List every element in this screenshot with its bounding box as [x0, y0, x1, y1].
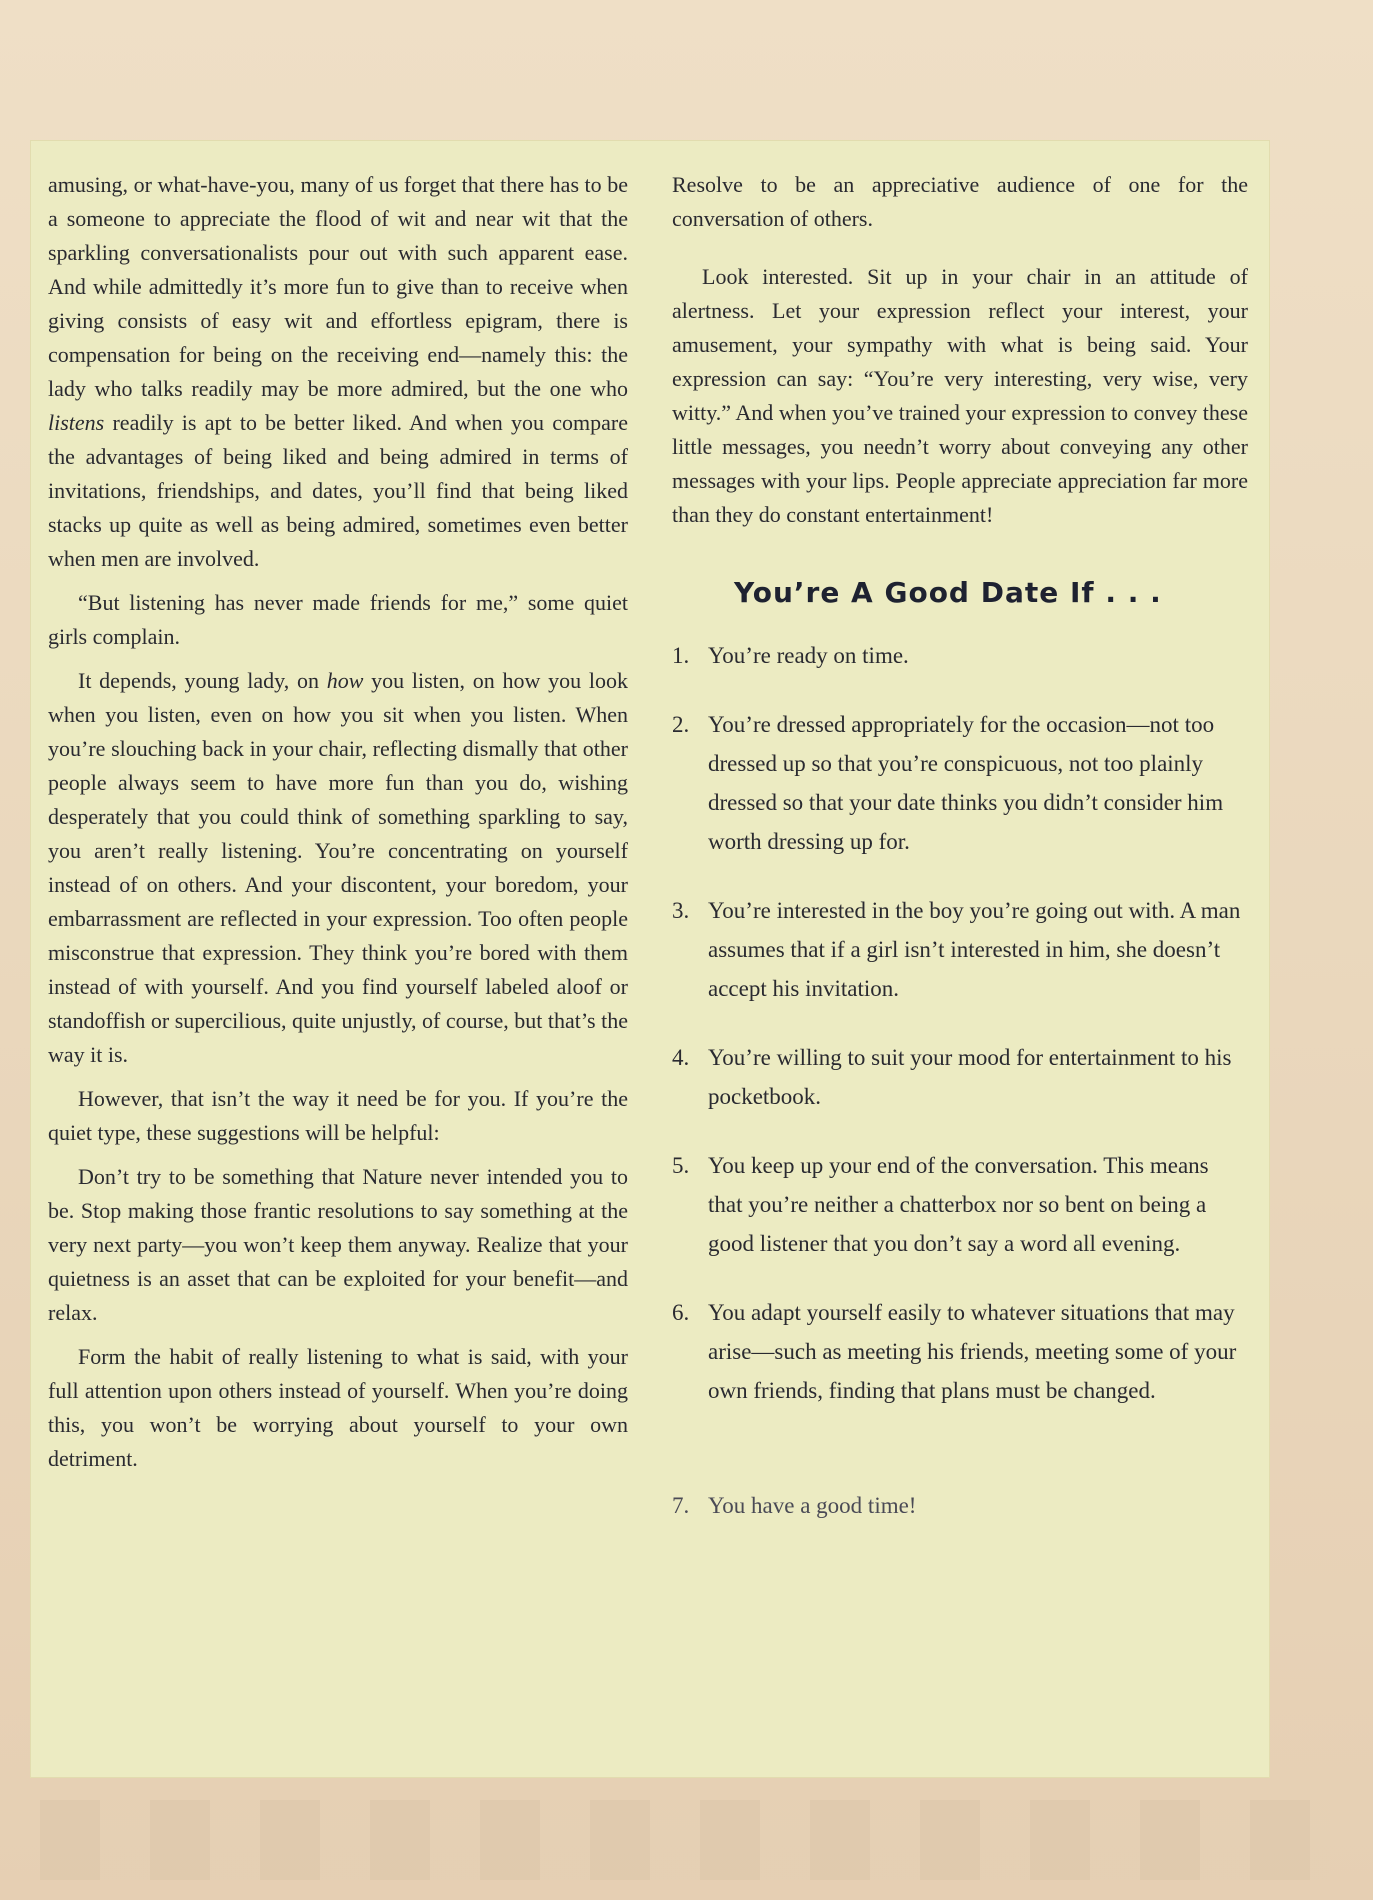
list-item	[672, 705, 1248, 861]
tips-list	[672, 636, 1248, 1525]
item-number: 5.	[672, 1153, 690, 1178]
faded-footer-band	[40, 1800, 1330, 1880]
item-text: You adapt yourself easily to whatever situations that may arise—such as meeting his friends, meeting some of your own friends, finding that plans must be changed.	[708, 1300, 1237, 1403]
paragraph: Form the habit of really listening to what is said, with your full attention upon others instead of yourself. When you’re doing this, you won’t be worrying about yourself to your own detriment.	[48, 1344, 628, 1471]
item-number: 3.	[672, 898, 690, 923]
paragraph: Resolve to be an appreciative audience of one for the conversation of others.	[672, 172, 1248, 231]
paragraph: However, that isn’t the way it need be for you. If you’re the quiet type, these suggestions will be helpful:	[48, 1086, 628, 1145]
paragraph: Don’t try to be something that Nature never intended you to be. Stop making those frantic resolutions to say something at the very next party—you won’t keep them anyway. Realize that your quietness is an asset that can be exploited for your benefit—and relax.	[48, 1164, 628, 1325]
list-item	[672, 891, 1248, 1008]
list-item	[672, 1486, 1248, 1525]
item-text: You keep up your end of the conversation. This means that you’re neither a chatterbox nor so bent on being a good listener that you don’t say a word all evening.	[708, 1153, 1209, 1256]
paragraph: amusing, or what-have-you, many of us forget that there has to be a someone to appreciate the flood of wit and near wit that the sparkling conversationalists pour out with such apparent ease. And while admittedly it’s more fun to give than to receive when giving consists of easy wit and effortless epigram, there is compensation for being on the receiving end—namely this: the lady who talks readily may be more admired, but the one who listens readily is apt to be better liked. And when you compare the advantages of being liked and being admired in terms of invitations, friendships, and dates, you’ll find that being liked stacks up quite as well as being admired, sometimes even better when men are involved.	[48, 172, 629, 571]
paragraph: Look interested. Sit up in your chair in an attitude of alertness. Let your expression reflect your interest, your amusement, your sympathy with what is being said. Your expression can say: “You’re very interesting, very wise, very witty.” And when you’ve trained your expression to convey these little messages, you needn’t worry about conveying any other messages with your lips. People appreciate appreciation far more than they do constant entertainment!	[672, 264, 1248, 527]
paragraph: “But listening has never made friends for me,” some quiet girls complain.	[48, 590, 628, 649]
item-number: 7.	[672, 1493, 690, 1518]
paragraph: It depends, young lady, on how you listen, on how you look when you listen, even on how you sit when you listen. When you’re slouching back in your chair, reflecting dismally that other people always seem to have more fun than you do, wishing desperately that you could think of something sparkling to say, you aren’t really listening. You’re concentrating on yourself instead of on others. And your discontent, your boredom, your embarrassment are reflected in your expression. Too often people misconstrue that expression. They think you’re bored with them instead of with yourself. And you find yourself labeled aloof or standoffish or supercilious, quite unjustly, of course, but that’s the way it is.	[48, 668, 629, 1067]
item-text: You’re interested in the boy you’re going out with. A man assumes that if a girl isn’t interested in him, she doesn’t accept his invitation.	[708, 898, 1241, 1001]
list-item	[672, 1146, 1248, 1263]
left-column	[48, 168, 628, 1486]
list-item	[672, 1293, 1248, 1410]
item-text: You have a good time!	[708, 1493, 917, 1518]
item-text: You’re dressed appropriately for the occasion—not too dressed up so that you’re conspicuous, not too plainly dressed so that your date thinks you didn’t consider him worth dressing up for.	[708, 712, 1224, 854]
section-title: You’re A Good Date If . . .	[734, 576, 1162, 609]
item-text: You’re willing to suit your mood for entertainment to his pocketbook.	[708, 1045, 1232, 1109]
list-item	[672, 1038, 1248, 1116]
right-column	[672, 168, 1248, 1555]
item-number: 4.	[672, 1045, 690, 1070]
item-number: 1.	[672, 643, 690, 668]
list-item	[672, 636, 1248, 675]
item-number: 2.	[672, 712, 690, 737]
item-text: You’re ready on time.	[708, 643, 909, 668]
item-number: 6.	[672, 1300, 690, 1325]
